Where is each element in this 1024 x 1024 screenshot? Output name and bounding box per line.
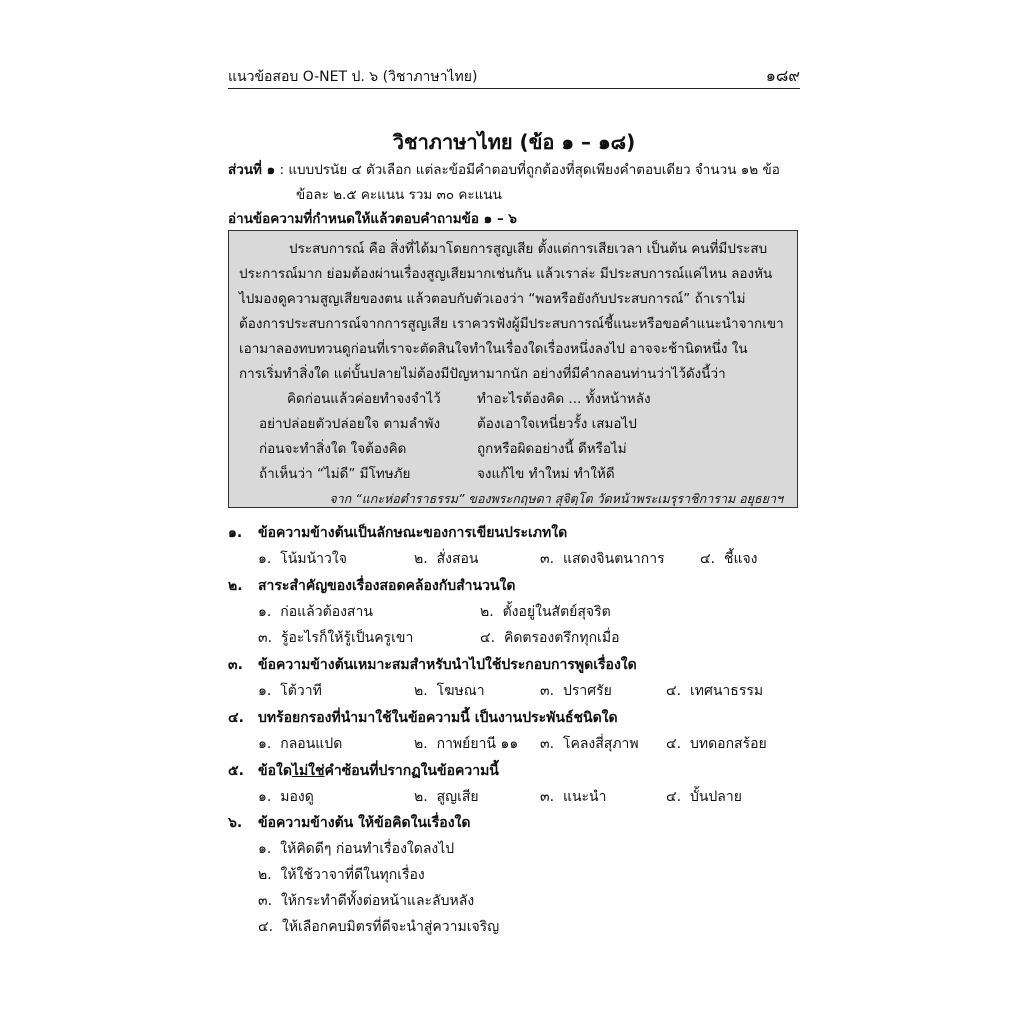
option-choice[interactable]: ๓. ปราศรัย [540,683,612,699]
poem-line: อย่าปล่อยตัวปล่อยใจ ตามลำพัง [259,416,441,432]
passage-line: ประการณ์มาก ย่อมต้องผ่านเรื่องสูญเสียมากเช่นกัน แล้วเราล่ะ มีประสบการณ์แค่ไหน ลองหัน [239,266,773,282]
option-choice[interactable]: ๓. ให้กระทำดีทั้งต่อหน้าและลับหลัง [258,893,475,909]
poem-line: ต้องเอาใจเหนี่ยวรั้ง เสมอไป [477,416,637,432]
poem-line: ก่อนจะทำสิ่งใด ใจต้องคิด [259,441,407,457]
poem-line: จงแก้ไข ทำใหม่ ทำให้ดี [477,466,615,482]
option-choice[interactable]: ๒. กาพย์ยานี ๑๑ [414,736,519,752]
option-choice[interactable]: ๔. บทดอกสร้อย [666,736,767,752]
question-text: สาระสำคัญของเรื่องสอดคล้องกับสำนวนใด [258,578,516,594]
section-title: วิชาภาษาไทย (ข้อ ๑ – ๑๘) [392,130,636,154]
reading-passage [228,230,798,508]
option-choice[interactable]: ๔. บั้นปลาย [666,789,742,805]
question-text: ข้อความข้างต้นเป็นลักษณะของการเขียนประเภทใด [258,525,568,541]
question-number: ๒. [228,578,243,594]
header-title: แนวข้อสอบ O-NET ป. ๖ (วิชาภาษาไทย) [228,69,478,85]
question-number: ๔. [228,710,244,726]
poem-line: ทำอะไรต้องคิด ... ทั้งหน้าหลัง [477,391,651,407]
passage-line: ประสบการณ์ คือ สิ่งที่ได้มาโดยการสูญเสีย ตั้งแต่การเสียเวลา เป็นต้น คนที่มีประสบ [289,241,768,257]
passage-line: เอามาลองทบทวนดูก่อนที่เราจะตัดสินใจทำในเรื่องใดเรื่องหนึ่งลงไป อาจจะช้านิดหนึ่ง ใน [239,341,748,357]
option-choice[interactable]: ๒. ตั้งอยู่ในสัตย์สุจริต [480,604,611,620]
section-label: ส่วนที่ ๑ [228,162,276,178]
poem-line: ถูกหรือผิดอย่างนี้ ดีหรือไม่ [477,441,627,457]
option-choice[interactable]: ๒. ให้ใช้วาจาที่ดีในทุกเรื่อง [258,867,425,883]
option-choice[interactable]: ๓. แนะนำ [540,789,607,805]
option-choice[interactable]: ๓. รู้อะไรก็ให้รู้เป็นครูเขา [258,630,414,646]
option-choice[interactable]: ๑. มองดู [258,789,314,805]
question-number: ๑. [228,525,243,541]
question-number: ๖. [228,815,243,831]
section-description: : แบบปรนัย ๔ ตัวเลือก แต่ละข้อมีคำตอบที่ถูกต้องที่สุดเพียงคำตอบเดียว จำนวน ๑๒ ข้อ [279,162,780,178]
option-choice[interactable]: ๑. โต้วาที [258,683,322,699]
page-number: ๑๘๙ [765,66,800,85]
section-scoring: ข้อละ ๒.๕ คะแนน รวม ๓๐ คะแนน [296,187,502,203]
option-choice[interactable]: ๑. โน้มน้าวใจ [258,551,347,567]
option-choice[interactable]: ๔. ให้เลือกคบมิตรที่ดีจะนำสู่ความเจริญ [258,919,500,935]
question-text: ข้อความข้างต้นเหมาะสมสำหรับนำไปใช้ประกอบการพูดเรื่องใด [258,657,637,673]
question-text: ข้อความข้างต้น ให้ข้อคิดในเรื่องใด [258,815,471,831]
option-choice[interactable]: ๒. สูญเสีย [414,789,479,805]
passage-line: การเริ่มทำสิ่งใด แต่บั้นปลายไม่ต้องมีปัญหามากนัก อย่างที่มีคำกลอนท่านว่าไว้ดังนี้ว่า [239,366,726,382]
negation-emphasis: ไม่ใช่ [291,763,325,779]
option-choice[interactable]: ๑. ให้คิดดีๆ ก่อนทำเรื่องใดลงไป [258,841,455,857]
question-number: ๕. [228,763,244,779]
option-choice[interactable]: ๔. คิดตรองตรึกทุกเมื่อ [480,630,620,646]
section-intro [228,158,780,180]
option-choice[interactable]: ๑. กลอนแปด [258,736,343,752]
poem-line: คิดก่อนแล้วค่อยทำจงจำไว้ [287,391,441,407]
passage-credit: จาก “แกะห่อตำราธรรม” ของพระกฤษดา สุจิตฺโต วัดหน้าพระเมรุราชิการาม อยุธยาฯ [329,491,783,506]
poem-line: ถ้าเห็นว่า “ไม่ดี” มีโทษภัย [259,466,411,482]
option-choice[interactable]: ๑. ก่อแล้วต้องสาน [258,604,373,620]
option-choice[interactable]: ๔. ชี้แจง [700,551,758,567]
reading-instruction: อ่านข้อความที่กำหนดให้แล้วตอบคำถามข้อ ๑ – ๖ [228,211,517,227]
page-header [228,64,800,89]
passage-line: ต้องการประสบการณ์จากการสูญเสีย เราควรฟังผู้มีประสบการณ์ชี้แนะหรือขอคำแนะนำจากเขา [239,316,784,332]
option-choice[interactable]: ๓. โคลงสี่สุภาพ [540,736,639,752]
option-choice[interactable]: ๒. สั่งสอน [414,551,479,567]
question-text: ข้อใดไม่ใช่คำซ้อนที่ปรากฏในข้อความนี้ [258,763,499,779]
option-choice[interactable]: ๔. เทศนาธรรม [666,683,764,699]
question-number: ๓. [228,657,243,673]
option-choice[interactable]: ๓. แสดงจินตนาการ [540,551,665,567]
option-choice[interactable]: ๒. โฆษณา [414,683,485,699]
question-text: บทร้อยกรองที่นำมาใช้ในข้อความนี้ เป็นงานประพันธ์ชนิดใด [258,710,618,726]
passage-line: ไปมองดูความสูญเสียของตน แล้วตอบกับตัวเองว่า “พอหรือยังกับประสบการณ์” ถ้าเราไม่ [239,291,746,307]
